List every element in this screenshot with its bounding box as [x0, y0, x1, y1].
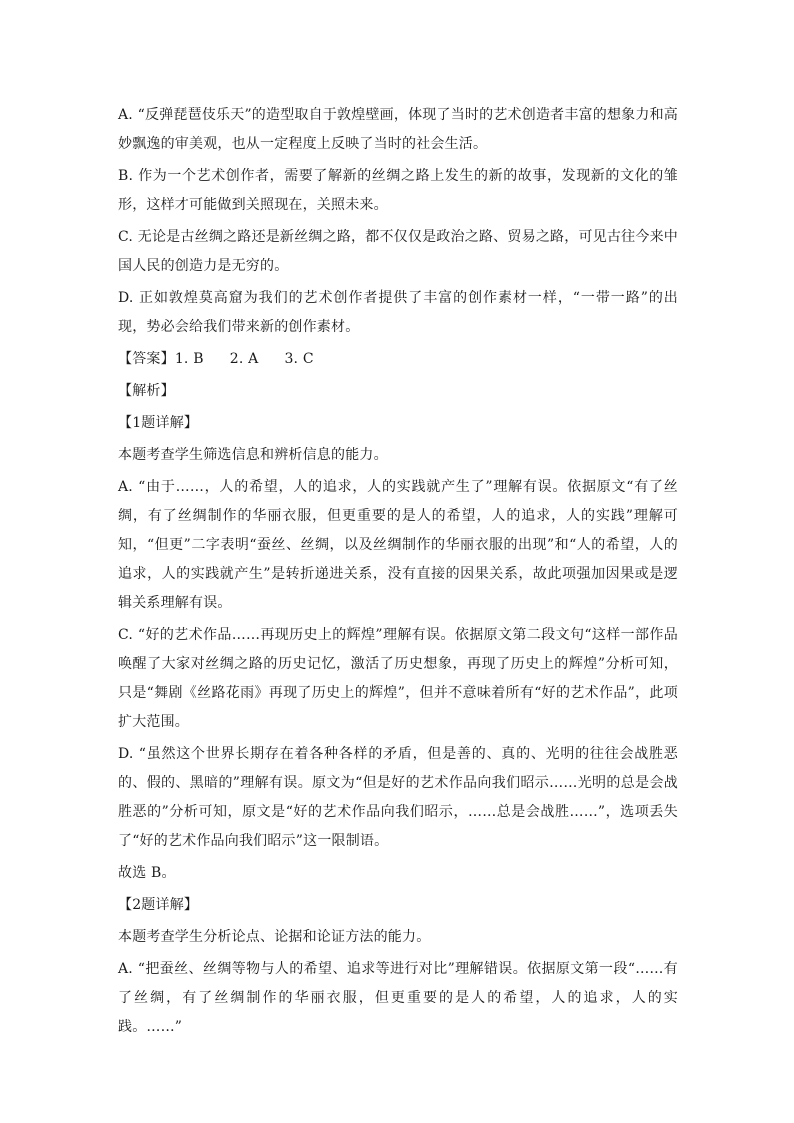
q2-intro: 本题考查学生分析论点、论据和论证方法的能力。: [118, 929, 431, 945]
answer-label: 【答案】: [118, 351, 175, 367]
option-d: [118, 284, 678, 342]
option-text: 作为一个艺术创作者，需要了解新的丝绸之路上发生的新的故事，发现新的文化的雏形，这样才可能做到关照现在，关照未来。: [118, 168, 678, 213]
answer-item: 1. B: [174, 351, 204, 367]
option-text: “反弹琵琶伎乐天”的造型取自于敦煌壁画，体现了当时的艺术创造者丰富的想象力和高妙飘逸的审美观，也从一定程度上反映了当时的社会生活。: [118, 107, 678, 152]
q2-option-a-analysis: A. “把蚕丝、丝绸等物与人的希望、追求等进行对比”理解错误。依据原文第一段“……有了丝绸，有了丝绸制作的华丽衣服，但更重要的是人的希望，人的追求，人的实践。……”: [118, 961, 678, 1035]
option-a: [118, 101, 678, 159]
q1-option-a-analysis: A. “由于……，人的希望，人的追求，人的实践就产生了”理解有误。依据原文“有了丝绸，有了丝绸制作的华丽衣服，但更重要的是人的希望，人的追求，人的实践”理解可知，“但更”二字表明“蚕丝、丝绸，以及丝绸制作的华丽衣服的出现”和“人的希望，人的追求，人的实践就产生”是转折递进关系，没有直接的因果关系，故此项强加因果或是逻辑关系理解有误。: [118, 479, 678, 611]
q1-option-d-analysis: D. “虽然这个世界长期存在着各种各样的矛盾，但是善的、真的、光明的往往会战胜恶的、假的、黑暗的”理解有误。原文为“但是好的艺术作品向我们昭示……光明的总是会战胜恶的”分析可知，原文是“好的艺术作品向我们昭示，……总是会战胜……”，选项丢失了“好的艺术作品向我们昭示”这一限制语。: [118, 746, 678, 849]
option-text: 无论是古丝绸之路还是新丝绸之路，都不仅仅是政治之路、贸易之路，可见古往今来中国人民的创造力是无穷的。: [118, 229, 678, 274]
answer-item: 2. A: [229, 351, 259, 367]
option-label: B.: [118, 168, 134, 184]
q2-heading: 【2题详解】: [118, 897, 199, 913]
q1-conclusion: 故选 B。: [118, 865, 176, 881]
option-text: 正如敦煌莫高窟为我们的艺术创作者提供了丰富的创作素材一样，“一带一路”的出现，势必会给我们带来新的创作素材。: [118, 290, 679, 335]
option-label: C.: [118, 229, 134, 245]
option-label: D.: [118, 290, 134, 306]
option-c: [118, 223, 678, 281]
q1-intro: 本题考查学生筛选信息和辨析信息的能力。: [118, 447, 388, 463]
answer-item: 3. C: [284, 351, 314, 367]
q1-heading: 【1题详解】: [118, 415, 199, 431]
answer-line: [118, 345, 678, 374]
q1-option-c-analysis: C. “好的艺术作品……再现历史上的辉煌”理解有误。依据原文第二段文句“这样一部作品唤醒了大家对丝绸之路的历史记忆，激活了历史想象，再现了历史上的辉煌”分析可知，只是“舞剧《丝路花雨》再现了历史上的辉煌”，但并不意味着所有“好的艺术作品”，此项扩大范围。: [118, 627, 678, 730]
option-label: A.: [118, 107, 133, 123]
option-b: [118, 162, 678, 220]
analysis-heading: 【解析】: [118, 383, 175, 399]
